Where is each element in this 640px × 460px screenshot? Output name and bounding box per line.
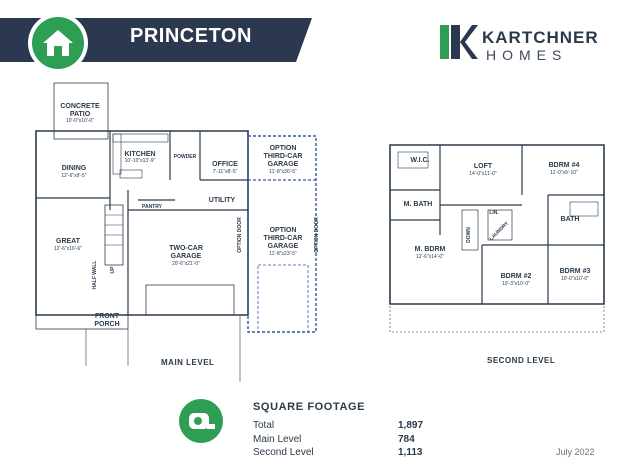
master-bath-label: M. BATH	[403, 201, 433, 208]
pantry-label: PANTRY	[142, 204, 162, 210]
great-dim: 12'-6"x16'-6"	[54, 246, 82, 252]
half-wall-note: HALF WALL	[92, 260, 98, 290]
kitchen-dim: 10'-10"x13'-9"	[124, 158, 156, 164]
utility-label: UTILITY	[208, 197, 236, 204]
laundry-note: LAUNDRY	[488, 220, 510, 242]
linen-label: LIN.	[489, 210, 499, 216]
bath-label: BATH	[560, 216, 580, 223]
bdrm2-dim: 10'-3"x10'-0"	[502, 281, 530, 287]
option-garage-label-3: GARAGE	[267, 243, 299, 250]
bdrm3-label: BDRM #3	[559, 268, 591, 275]
brand-name-bottom: HOMES	[486, 47, 568, 63]
loft-dim: 14'-0"x11'-0"	[469, 171, 497, 177]
two-car-garage-label-2: GARAGE	[170, 253, 202, 260]
date-label: July 2022	[556, 447, 595, 457]
k-logo-icon	[438, 22, 478, 62]
sqft-second-label: Second Level	[253, 447, 314, 458]
option-garage-label-2: THIRD-CAR	[263, 235, 303, 242]
front-porch-label-2: PORCH	[94, 321, 120, 328]
loft-label: LOFT	[473, 163, 493, 170]
powder-label: POWDER	[173, 154, 197, 160]
bdrm2-label: BDRM #2	[500, 273, 532, 280]
bdrm4-dim: 11'-0"x9'-10"	[550, 170, 578, 176]
wic-label: W.I.C.	[410, 157, 430, 164]
sqft-total-value: 1,897	[398, 420, 424, 431]
bdrm4-label: BDRM #4	[548, 162, 580, 169]
stair-up-note: UP	[110, 266, 116, 274]
option-garage-top-dim: 11'-8"x30'-5"	[269, 169, 297, 175]
main-level-caption: MAIN LEVEL	[161, 358, 215, 367]
brand-name-top: KARTCHNER	[482, 28, 599, 47]
front-porch-label: FRONT	[94, 313, 120, 320]
office-dim: 7'-11"x8'-5"	[212, 169, 238, 175]
brand-logo	[438, 22, 618, 64]
great-label: GREAT	[56, 238, 80, 245]
second-level-caption: SECOND LEVEL	[487, 356, 556, 365]
option-garage-top-label-2: THIRD-CAR	[263, 153, 303, 160]
dining-dim: 12'-6"x9'-5"	[61, 173, 87, 179]
sqft-main-label: Main Level	[253, 434, 302, 445]
kitchen-label: KITCHEN	[124, 151, 156, 158]
option-garage-top-label-3: GARAGE	[267, 161, 299, 168]
home-icon	[27, 12, 89, 74]
stair-down-note: DOWN	[466, 227, 472, 243]
tape-measure-icon	[178, 398, 224, 444]
patio-label: CONCRETE	[60, 103, 100, 110]
two-car-garage-dim: 20'-6"x21'-0"	[172, 261, 200, 267]
sqft-main-value: 784	[398, 434, 415, 445]
sqft-total-label: Total	[253, 420, 275, 431]
dining-label: DINING	[61, 165, 87, 172]
master-bdrm-label: M. BDRM	[414, 246, 446, 253]
option-door-note-2: OPTION DOOR	[314, 217, 320, 253]
two-car-garage-label: TWO-CAR	[169, 245, 203, 252]
patio-dim: 10'-0"x10'-0"	[66, 118, 94, 124]
office-label: OFFICE	[212, 161, 238, 168]
bdrm3-dim: 10'-0"x10'-0"	[561, 276, 589, 282]
patio-label-2: PATIO	[69, 111, 91, 118]
floor-plan-drawing	[0, 70, 640, 390]
option-garage-top-label: OPTION	[269, 145, 297, 152]
square-footage-title: SQUARE FOOTAGE	[253, 401, 366, 413]
option-garage-label: OPTION	[269, 227, 297, 234]
sqft-second-value: 1,113	[398, 447, 423, 458]
master-bdrm-dim: 12'-6"x14'-0"	[416, 254, 444, 260]
option-garage-dim: 11'-8"x23'-5"	[269, 251, 297, 257]
option-door-note: OPTION DOOR	[237, 217, 243, 253]
page-title: PRINCETON	[130, 25, 252, 47]
